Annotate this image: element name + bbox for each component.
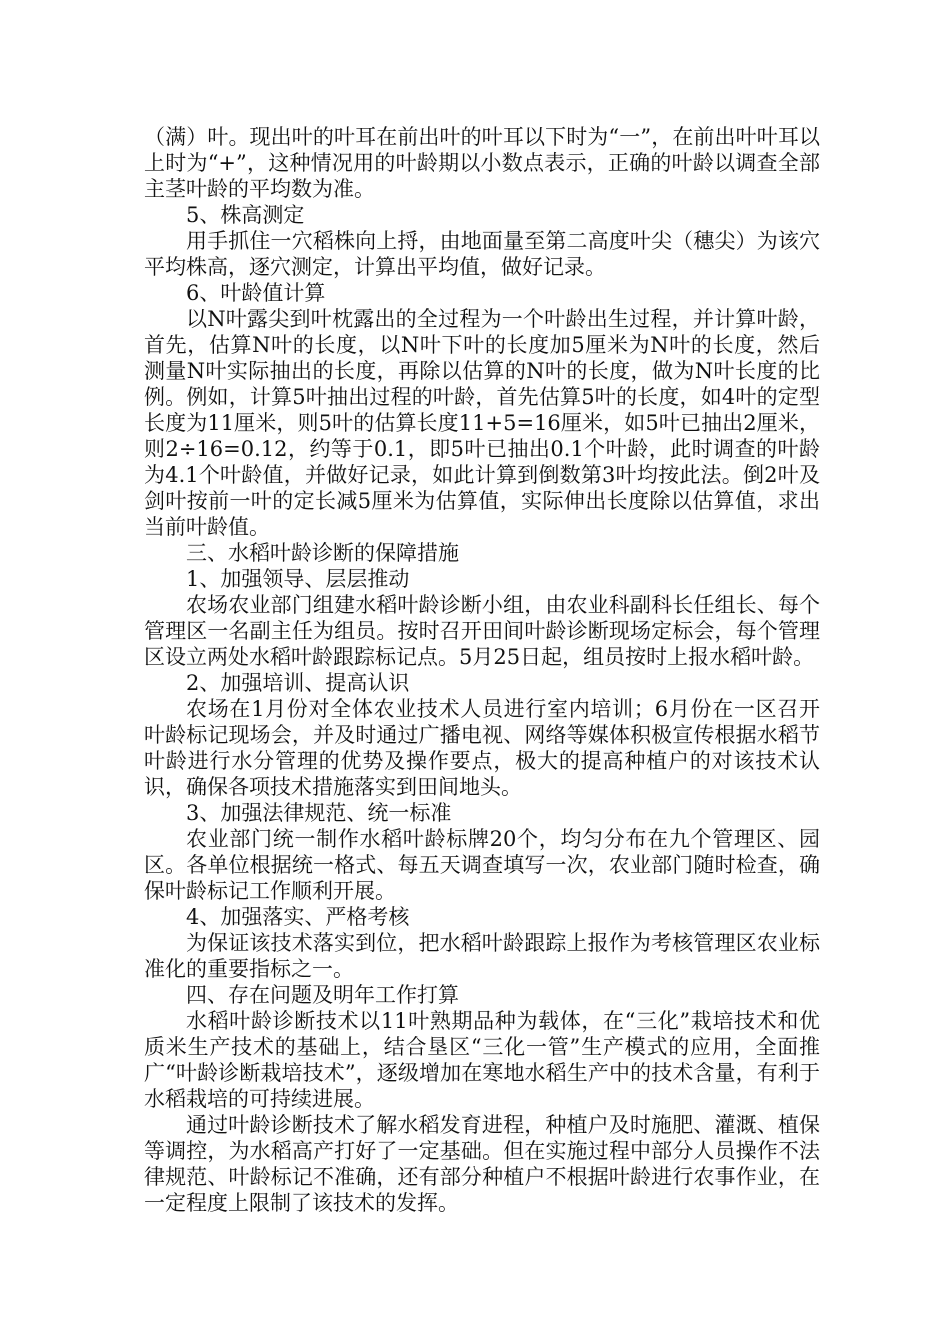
body-paragraph: 以N叶露尖到叶枕露出的全过程为一个叶龄出生过程，并计算叶龄，首先，估算N叶的长度，以N叶下叶的长度加5厘米为N叶的长度，然后测量N叶实际抽出的长度，再除以估算的N叶的长度，做为N叶长度的比例。例如，计算5叶抽出过程的叶龄，首先估算5叶的长度，如4叶的定型长度为11厘米，则5叶的估算长度11+5=16厘米，如5叶已抽出2厘米，则2÷16=0.12，约等于0.1，即5叶已抽出0.1个叶龄，此时调查的叶龄为4.1个叶龄值，并做好记录，如此计算到倒数第3叶均按此法。倒2叶及剑叶按前一叶的定长减5厘米为估算值，实际伸出长度除以估算值，求出当前叶龄值。 xyxy=(144,307,820,539)
document-body xyxy=(144,124,820,1216)
section-heading: 2、加强培训、提高认识 xyxy=(186,671,410,695)
section-heading: 6、叶龄值计算 xyxy=(186,281,326,305)
body-paragraph: 农场农业部门组建水稻叶龄诊断小组，由农业科副科长任组长、每个管理区一名副主任为组员。按时召开田间叶龄诊断现场定标会，每个管理区设立两处水稻叶龄跟踪标记点。5月25日起，组员按时上报水稻叶龄。 xyxy=(144,593,820,669)
section-heading: 3、加强法律规范、统一标准 xyxy=(186,801,452,825)
section-heading: 三、水稻叶龄诊断的保障措施 xyxy=(186,541,459,565)
body-paragraph: 为保证该技术落实到位，把水稻叶龄跟踪上报作为考核管理区农业标准化的重要指标之一。 xyxy=(144,931,820,981)
body-paragraph: 水稻叶龄诊断技术以11叶熟期品种为载体，在“三化”栽培技术和优质米生产技术的基础上，结合垦区“三化一管”生产模式的应用，全面推广“叶龄诊断栽培技术”，逐级增加在寒地水稻生产中的技术含量，有利于水稻栽培的可持续进展。 xyxy=(144,1009,820,1111)
section-heading: 5、株高测定 xyxy=(186,203,305,227)
body-paragraph: 农场在1月份对全体农业技术人员进行室内培训；6月份在一区召开叶龄标记现场会，并及时通过广播电视、网络等媒体积极宣传根据水稻节叶龄进行水分管理的优势及操作要点，极大的提高种植户的对该技术认识，确保各项技术措施落实到田间地头。 xyxy=(144,697,820,799)
body-paragraph: 通过叶龄诊断技术了解水稻发育进程，种植户及时施肥、灌溉、植保等调控，为水稻高产打好了一定基础。但在实施过程中部分人员操作不法律规范、叶龄标记不准确，还有部分种植户不根据叶龄进行农事作业，在一定程度上限制了该技术的发挥。 xyxy=(144,1113,820,1215)
section-heading: 四、存在问题及明年工作打算 xyxy=(186,983,459,1007)
body-paragraph: 用手抓住一穴稻株向上捋，由地面量至第二高度叶尖（穗尖）为该穴平均株高，逐穴测定，计算出平均值，做好记录。 xyxy=(144,229,820,279)
body-paragraph: （满）叶。现出叶的叶耳在前出叶的叶耳以下时为“一”，在前出叶叶耳以上时为“+”，这种情况用的叶龄期以小数点表示，正确的叶龄以调查全部主茎叶龄的平均数为准。 xyxy=(144,125,820,201)
body-paragraph: 农业部门统一制作水稻叶龄标牌20个，均匀分布在九个管理区、园区。各单位根据统一格式、每五天调查填写一次，农业部门随时检查，确保叶龄标记工作顺利开展。 xyxy=(144,827,820,903)
section-heading: 1、加强领导、层层推动 xyxy=(186,567,410,591)
section-heading: 4、加强落实、严格考核 xyxy=(186,905,410,929)
